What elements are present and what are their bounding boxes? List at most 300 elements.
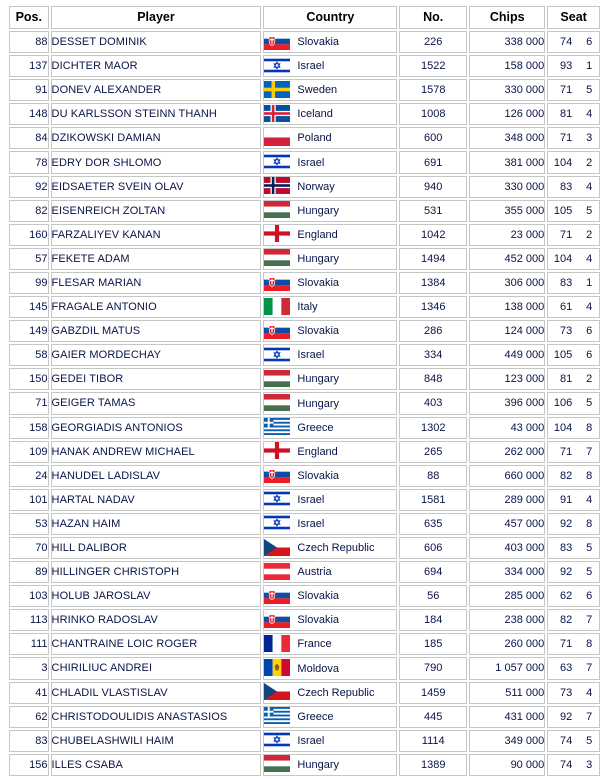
country-name: France	[297, 638, 332, 651]
flag-israel-icon	[264, 731, 290, 748]
seat-number: 4	[586, 686, 593, 699]
position-cell: 88	[9, 31, 49, 53]
position-cell: 3	[9, 657, 49, 679]
country-name: Israel	[297, 493, 325, 506]
seat-number: 4	[586, 252, 593, 265]
country-name: Moldova	[297, 662, 339, 675]
chips-cell: 348 000	[469, 127, 545, 149]
flag-slovakia-icon	[264, 611, 290, 628]
table-row	[9, 754, 600, 776]
player-name-cell: EISENREICH ZOLTAN	[51, 200, 262, 222]
player-name-cell: DESSET DOMINIK	[51, 31, 262, 53]
chips-cell: 431 000	[469, 706, 545, 728]
seat-number: 2	[586, 228, 593, 241]
table-number: 83	[559, 276, 573, 289]
flag-slovakia-icon	[264, 587, 290, 604]
chips-cell: 403 000	[469, 537, 545, 559]
country-cell	[263, 730, 397, 752]
chips-cell: 511 000	[469, 682, 545, 704]
chips-cell: 338 000	[469, 31, 545, 53]
country-cell	[263, 272, 397, 294]
chip-count-table	[7, 4, 602, 778]
seat-number: 8	[586, 469, 593, 482]
player-name-cell: HOLUB JAROSLAV	[51, 585, 262, 607]
country-name: Israel	[297, 517, 325, 530]
table-row	[9, 176, 600, 198]
player-name-cell: CHIRILIUC ANDREI	[51, 657, 262, 679]
country-cell	[263, 706, 397, 728]
position-cell: 78	[9, 151, 49, 173]
table-number: 62	[559, 590, 573, 603]
country-name: Czech Republic	[297, 542, 375, 555]
chips-cell: 23 000	[469, 224, 545, 246]
position-cell: 101	[9, 489, 49, 511]
chips-cell: 334 000	[469, 561, 545, 583]
table-number: 106	[553, 397, 573, 410]
country-cell	[263, 657, 397, 679]
table-number: 61	[559, 301, 573, 314]
country-name: Sweden	[297, 84, 338, 97]
table-number: 92	[559, 710, 573, 723]
country-cell	[263, 585, 397, 607]
position-cell: 91	[9, 79, 49, 101]
player-name-cell: HANUDEL LADISLAV	[51, 465, 262, 487]
player-name-cell: FEKETE ADAM	[51, 248, 262, 270]
position-cell: 41	[9, 682, 49, 704]
position-cell: 148	[9, 103, 49, 125]
seat-cell	[547, 31, 600, 53]
seat-number: 6	[586, 325, 593, 338]
table-number: 74	[559, 758, 573, 771]
player-name-cell: DICHTER MAOR	[51, 55, 262, 77]
seat-cell	[547, 368, 600, 390]
country-cell	[263, 465, 397, 487]
flag-poland-icon	[264, 129, 290, 146]
player-name-cell: FLESAR MARIAN	[51, 272, 262, 294]
seat-cell	[547, 127, 600, 149]
position-cell: 150	[9, 368, 49, 390]
seat-number: 1	[586, 276, 593, 289]
entry-number-cell: 1389	[399, 754, 467, 776]
seat-number: 2	[586, 373, 593, 386]
flag-slovakia-icon	[264, 322, 290, 339]
seat-number: 7	[586, 710, 593, 723]
country-cell	[263, 561, 397, 583]
flag-israel-icon	[264, 490, 290, 507]
country-name: Czech Republic	[297, 686, 375, 699]
country-name: Greece	[297, 421, 334, 434]
country-cell	[263, 55, 397, 77]
position-cell: 149	[9, 320, 49, 342]
table-number: 83	[559, 542, 573, 555]
entry-number-cell: 1042	[399, 224, 467, 246]
country-cell	[263, 682, 397, 704]
table-row	[9, 417, 600, 439]
seat-cell	[547, 55, 600, 77]
seat-number: 7	[586, 662, 593, 675]
entry-number-cell: 1581	[399, 489, 467, 511]
entry-number-cell: 694	[399, 561, 467, 583]
player-name-cell: HAZAN HAIM	[51, 513, 262, 535]
seat-number: 8	[586, 421, 593, 434]
chips-cell: 260 000	[469, 633, 545, 655]
country-cell	[263, 176, 397, 198]
player-name-cell: HANAK ANDREW MICHAEL	[51, 441, 262, 463]
entry-number-cell: 531	[399, 200, 467, 222]
flag-italy-icon	[264, 298, 290, 315]
table-row	[9, 200, 600, 222]
seat-cell	[547, 392, 600, 414]
country-cell	[263, 248, 397, 270]
seat-cell	[547, 513, 600, 535]
flag-slovakia-icon	[264, 466, 290, 483]
country-cell	[263, 417, 397, 439]
entry-number-cell: 88	[399, 465, 467, 487]
flag-iceland-icon	[264, 105, 290, 122]
table-row	[9, 344, 600, 366]
position-cell: 84	[9, 127, 49, 149]
seat-number: 3	[586, 132, 593, 145]
entry-number-cell: 940	[399, 176, 467, 198]
flag-france-icon	[264, 635, 290, 652]
chips-cell: 330 000	[469, 79, 545, 101]
position-cell: 70	[9, 537, 49, 559]
chips-cell: 330 000	[469, 176, 545, 198]
entry-number-cell: 1346	[399, 296, 467, 318]
position-cell: 89	[9, 561, 49, 583]
seat-cell	[547, 682, 600, 704]
table-row	[9, 489, 600, 511]
country-name: Slovakia	[297, 469, 339, 482]
position-cell: 53	[9, 513, 49, 535]
entry-number-cell: 403	[399, 392, 467, 414]
entry-number-cell: 1459	[399, 682, 467, 704]
flag-sweden-icon	[264, 81, 290, 98]
entry-number-cell: 691	[399, 151, 467, 173]
column-header-country: Country	[263, 6, 397, 29]
position-cell: 113	[9, 609, 49, 631]
chips-cell: 126 000	[469, 103, 545, 125]
seat-number: 4	[586, 301, 593, 314]
seat-cell	[547, 609, 600, 631]
country-cell	[263, 79, 397, 101]
seat-cell	[547, 441, 600, 463]
seat-cell	[547, 706, 600, 728]
flag-greece-icon	[264, 707, 290, 724]
table-number: 82	[559, 469, 573, 482]
country-cell	[263, 31, 397, 53]
player-name-cell: GEDEI TIBOR	[51, 368, 262, 390]
position-cell: 158	[9, 417, 49, 439]
chips-cell: 124 000	[469, 320, 545, 342]
country-name: Hungary	[297, 373, 339, 386]
flag-moldova-icon	[264, 659, 290, 676]
column-header-pos: Pos.	[9, 6, 49, 29]
seat-cell	[547, 585, 600, 607]
entry-number-cell: 1384	[399, 272, 467, 294]
table-number: 104	[553, 156, 573, 169]
flag-hungary-icon	[264, 755, 290, 772]
chips-cell: 43 000	[469, 417, 545, 439]
country-name: Austria	[297, 566, 332, 579]
chips-cell: 238 000	[469, 609, 545, 631]
country-cell	[263, 754, 397, 776]
position-cell: 111	[9, 633, 49, 655]
entry-number-cell: 334	[399, 344, 467, 366]
seat-cell	[547, 754, 600, 776]
country-name: Hungary	[297, 758, 339, 771]
entry-number-cell: 1494	[399, 248, 467, 270]
player-name-cell: HARTAL NADAV	[51, 489, 262, 511]
entry-number-cell: 790	[399, 657, 467, 679]
seat-cell	[547, 657, 600, 679]
table-number: 83	[559, 180, 573, 193]
chips-cell: 449 000	[469, 344, 545, 366]
entry-number-cell: 185	[399, 633, 467, 655]
position-cell: 62	[9, 706, 49, 728]
table-number: 104	[553, 252, 573, 265]
column-header-seat: Seat	[547, 6, 600, 29]
country-name: Iceland	[297, 108, 333, 121]
player-name-cell: EDRY DOR SHLOMO	[51, 151, 262, 173]
country-cell	[263, 200, 397, 222]
player-name-cell: HRINKO RADOSLAV	[51, 609, 262, 631]
table-row	[9, 31, 600, 53]
seat-number: 8	[586, 638, 593, 651]
chips-cell: 306 000	[469, 272, 545, 294]
entry-number-cell: 635	[399, 513, 467, 535]
table-number: 71	[559, 228, 573, 241]
seat-number: 4	[586, 180, 593, 193]
seat-number: 5	[586, 397, 593, 410]
entry-number-cell: 606	[399, 537, 467, 559]
seat-cell	[547, 537, 600, 559]
player-name-cell: HILLINGER CHRISTOPH	[51, 561, 262, 583]
entry-number-cell: 1522	[399, 55, 467, 77]
flag-greece-icon	[264, 418, 290, 435]
table-row	[9, 392, 600, 414]
seat-number: 5	[586, 542, 593, 555]
column-header-player: Player	[51, 6, 262, 29]
table-number: 74	[559, 36, 573, 49]
country-cell	[263, 392, 397, 414]
position-cell: 92	[9, 176, 49, 198]
player-name-cell: HILL DALIBOR	[51, 537, 262, 559]
table-number: 71	[559, 132, 573, 145]
country-cell	[263, 224, 397, 246]
player-name-cell: GABZDIL MATUS	[51, 320, 262, 342]
seat-number: 5	[586, 566, 593, 579]
seat-cell	[547, 296, 600, 318]
entry-number-cell: 56	[399, 585, 467, 607]
entry-number-cell: 445	[399, 706, 467, 728]
flag-austria-icon	[264, 563, 290, 580]
table-row	[9, 465, 600, 487]
player-name-cell: GEIGER TAMAS	[51, 392, 262, 414]
country-cell	[263, 320, 397, 342]
flag-norway-icon	[264, 177, 290, 194]
flag-england-icon	[264, 225, 290, 242]
country-cell	[263, 296, 397, 318]
chips-cell: 396 000	[469, 392, 545, 414]
table-number: 73	[559, 325, 573, 338]
seat-cell	[547, 176, 600, 198]
flag-hungary-icon	[264, 249, 290, 266]
table-row	[9, 296, 600, 318]
chips-cell: 289 000	[469, 489, 545, 511]
seat-cell	[547, 344, 600, 366]
country-name: Slovakia	[297, 325, 339, 338]
flag-england-icon	[264, 442, 290, 459]
seat-cell	[547, 248, 600, 270]
table-number: 74	[559, 734, 573, 747]
seat-cell	[547, 465, 600, 487]
player-name-cell: CHANTRAINE LOIC ROGER	[51, 633, 262, 655]
flag-hungary-icon	[264, 201, 290, 218]
entry-number-cell: 600	[399, 127, 467, 149]
flag-israel-icon	[264, 514, 290, 531]
seat-cell	[547, 79, 600, 101]
player-name-cell: CHLADIL VLASTISLAV	[51, 682, 262, 704]
country-name: Greece	[297, 710, 334, 723]
entry-number-cell: 265	[399, 441, 467, 463]
country-name: Israel	[297, 734, 325, 747]
table-row	[9, 730, 600, 752]
position-cell: 137	[9, 55, 49, 77]
player-name-cell: CHRISTODOULIDIS ANASTASIOS	[51, 706, 262, 728]
flag-slovakia-icon	[264, 274, 290, 291]
entry-number-cell: 1114	[399, 730, 467, 752]
country-name: Poland	[297, 132, 332, 145]
player-name-cell: FRAGALE ANTONIO	[51, 296, 262, 318]
chips-cell: 452 000	[469, 248, 545, 270]
country-name: Slovakia	[297, 614, 339, 627]
seat-number: 4	[586, 493, 593, 506]
seat-cell	[547, 730, 600, 752]
chips-cell: 123 000	[469, 368, 545, 390]
position-cell: 145	[9, 296, 49, 318]
table-number: 73	[559, 686, 573, 699]
chips-cell: 285 000	[469, 585, 545, 607]
table-row	[9, 320, 600, 342]
entry-number-cell: 226	[399, 31, 467, 53]
chips-cell: 90 000	[469, 754, 545, 776]
country-cell	[263, 103, 397, 125]
seat-cell	[547, 633, 600, 655]
entry-number-cell: 1008	[399, 103, 467, 125]
table-row	[9, 513, 600, 535]
player-name-cell: CHUBELASHWILI HAIM	[51, 730, 262, 752]
player-name-cell: FARZALIYEV KANAN	[51, 224, 262, 246]
position-cell: 103	[9, 585, 49, 607]
seat-number: 8	[586, 517, 593, 530]
table-row	[9, 79, 600, 101]
seat-number: 7	[586, 445, 593, 458]
table-number: 81	[559, 108, 573, 121]
seat-cell	[547, 320, 600, 342]
table-number: 92	[559, 517, 573, 530]
seat-number: 6	[586, 349, 593, 362]
country-cell	[263, 368, 397, 390]
flag-hungary-icon	[264, 394, 290, 411]
flag-israel-icon	[264, 153, 290, 170]
seat-number: 5	[586, 204, 593, 217]
table-row	[9, 224, 600, 246]
seat-cell	[547, 561, 600, 583]
chips-cell: 381 000	[469, 151, 545, 173]
country-name: England	[297, 445, 338, 458]
flag-czech-republic-icon	[264, 683, 290, 700]
entry-number-cell: 286	[399, 320, 467, 342]
position-cell: 82	[9, 200, 49, 222]
position-cell: 99	[9, 272, 49, 294]
table-number: 71	[559, 638, 573, 651]
player-name-cell: DONEV ALEXANDER	[51, 79, 262, 101]
seat-cell	[547, 103, 600, 125]
country-name: Slovakia	[297, 277, 339, 290]
seat-cell	[547, 417, 600, 439]
chips-cell: 262 000	[469, 441, 545, 463]
table-row	[9, 609, 600, 631]
flag-israel-icon	[264, 57, 290, 74]
table-number: 104	[553, 421, 573, 434]
table-number: 105	[553, 204, 573, 217]
table-number: 71	[559, 84, 573, 97]
entry-number-cell: 1578	[399, 79, 467, 101]
player-name-cell: DU KARLSSON STEINN THANH	[51, 103, 262, 125]
country-cell	[263, 633, 397, 655]
country-name: Hungary	[297, 252, 339, 265]
chips-cell: 1 057 000	[469, 657, 545, 679]
table-number: 82	[559, 614, 573, 627]
country-name: Israel	[297, 60, 325, 73]
table-row	[9, 561, 600, 583]
seat-number: 6	[586, 590, 593, 603]
player-name-cell: GEORGIADIS ANTONIOS	[51, 417, 262, 439]
country-name: Israel	[297, 349, 325, 362]
seat-number: 1	[586, 60, 593, 73]
table-row	[9, 441, 600, 463]
flag-israel-icon	[264, 346, 290, 363]
seat-number: 4	[586, 108, 593, 121]
country-cell	[263, 513, 397, 535]
chips-cell: 138 000	[469, 296, 545, 318]
country-name: Hungary	[297, 397, 339, 410]
country-cell	[263, 127, 397, 149]
chips-cell: 158 000	[469, 55, 545, 77]
flag-czech-republic-icon	[264, 539, 290, 556]
flag-hungary-icon	[264, 370, 290, 387]
table-row	[9, 585, 600, 607]
seat-number: 3	[586, 758, 593, 771]
seat-number: 5	[586, 734, 593, 747]
player-name-cell: ILLES CSABA	[51, 754, 262, 776]
table-row	[9, 682, 600, 704]
player-name-cell: DZIKOWSKI DAMIAN	[51, 127, 262, 149]
position-cell: 24	[9, 465, 49, 487]
country-cell	[263, 537, 397, 559]
flag-slovakia-icon	[264, 33, 290, 50]
position-cell: 57	[9, 248, 49, 270]
entry-number-cell: 848	[399, 368, 467, 390]
table-row	[9, 103, 600, 125]
player-name-cell: EIDSAETER SVEIN OLAV	[51, 176, 262, 198]
position-cell: 58	[9, 344, 49, 366]
table-row	[9, 127, 600, 149]
position-cell: 83	[9, 730, 49, 752]
entry-number-cell: 1302	[399, 417, 467, 439]
table-row	[9, 55, 600, 77]
